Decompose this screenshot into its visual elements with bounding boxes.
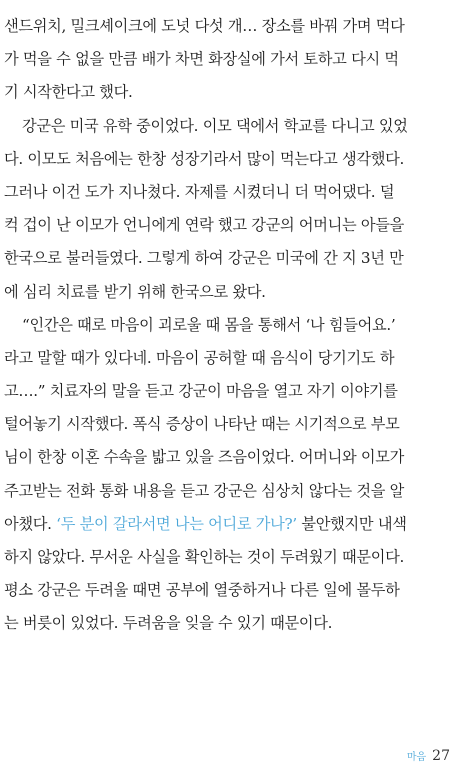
text-line: 님이 한창 이혼 수속을 밟고 있을 즈음이었다. 어머니와 이모가 xyxy=(4,448,405,467)
text-line: 평소 강군은 두려울 때면 공부에 열중하거나 다른 일에 몰두하 xyxy=(4,581,400,600)
paragraph-3 xyxy=(4,309,462,641)
text-line: 에 심리 치료를 받기 위해 한국으로 왔다. xyxy=(4,282,266,301)
text-line: 강군은 미국 유학 중이었다. 이모 댁에서 학교를 다니고 있었 xyxy=(22,116,408,135)
page-number: 27 xyxy=(432,748,450,764)
text-line: 가 먹을 수 없을 만큼 배가 차면 화장실에 가서 토하고 다시 먹 xyxy=(4,50,399,69)
text-line: 고….” 치료자의 말을 듣고 강군이 마음을 열고 자기 이야기를 xyxy=(4,382,398,401)
section-label: 마음 xyxy=(406,752,427,763)
text-line: 그러나 이건 도가 지나쳤다. 자제를 시켰더니 더 먹어댔다. 덜 xyxy=(4,182,395,201)
text-line: 는 버릇이 있었다. 두려움을 잊을 수 있기 때문이다. xyxy=(4,614,333,633)
paragraph-1 xyxy=(4,10,462,110)
text-line: “인간은 때로 마음이 괴로울 때 몸을 통해서 ‘나 힘들어요.’ xyxy=(22,315,396,334)
text-line xyxy=(4,508,462,541)
text-line: 컥 겁이 난 이모가 언니에게 연락 했고 강군의 어머니는 아들을 xyxy=(4,216,405,235)
text-line: 라고 말할 때가 있다네. 마음이 공허할 때 음식이 당기기도 하 xyxy=(4,348,395,367)
page-footer xyxy=(407,748,450,764)
paragraph-2 xyxy=(4,110,462,309)
text-line: 다. 이모도 처음에는 한창 성장기라서 많이 먹는다고 생각했다. xyxy=(4,149,405,168)
text-line: 샌드위치, 밀크셰이크에 도넛 다섯 개… 장소를 바꿔 가며 먹다 xyxy=(4,17,405,35)
page-body xyxy=(4,10,462,641)
text-line: 하지 않았다. 무서운 사실을 확인하는 것이 두려웠기 때문이다. xyxy=(4,548,405,566)
text-segment: 불안했지만 내색 xyxy=(296,514,407,533)
text-line: 주고받는 전화 통화 내용을 듣고 강군은 심상치 않다는 것을 알 xyxy=(4,481,405,500)
text-line: 털어놓기 시작했다. 폭식 증상이 나타난 때는 시기적으로 부모 xyxy=(4,415,400,434)
text-line: 기 시작한다고 했다. xyxy=(4,83,133,102)
text-segment: 아챘다. xyxy=(4,514,57,533)
highlighted-quote: ‘두 분이 갈라서면 나는 어디로 가나?’ xyxy=(56,514,297,533)
text-line: 한국으로 불러들였다. 그렇게 하여 강군은 미국에 간 지 3년 만 xyxy=(4,249,404,268)
